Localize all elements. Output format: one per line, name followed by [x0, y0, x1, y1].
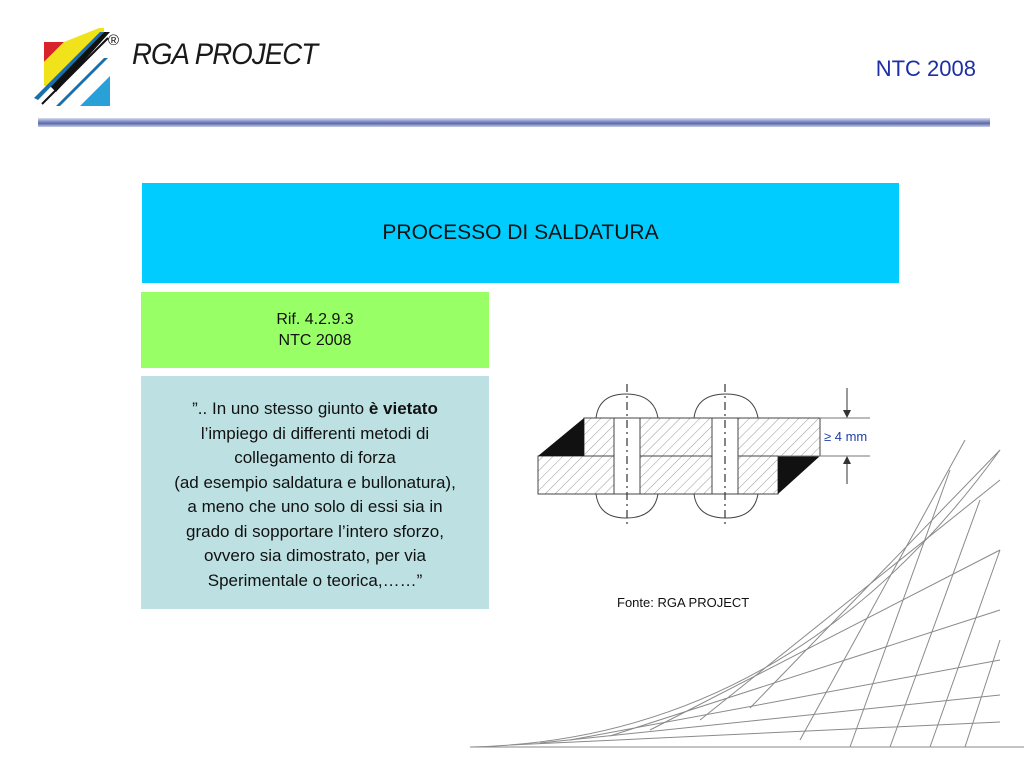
reference-box [141, 292, 489, 368]
source-caption: Fonte: RGA PROJECT [617, 595, 750, 610]
reference-section: Rif. 4.2.9.3 [276, 311, 354, 328]
decorative-grid-lines [460, 440, 1024, 768]
quote-line: l’impiego di differenti metodi di [200, 423, 430, 443]
dimension-label: ≥ 4 mm [824, 429, 868, 444]
quote-line: a meno che uno solo di essi sia in [187, 497, 443, 516]
registered-mark: ® [108, 32, 120, 49]
quote-line: Sperimentale o teorica,……” [207, 570, 423, 590]
slide-title [142, 183, 899, 283]
quote-line: ovvero sia dimostrato, per via [203, 546, 427, 565]
quote-line: grado di sopportare l’intero sforzo, [186, 521, 444, 541]
header-code: NTC 2008 [875, 56, 976, 81]
quote-prefix: ”.. In uno stesso giunto [192, 399, 369, 418]
slide-title-text: PROCESSO DI SALDATURA [382, 221, 659, 244]
quote-line: (ad esempio saldatura e bullonatura), [174, 472, 456, 492]
quote-emphasis: è vietato [368, 399, 438, 418]
reference-standard: NTC 2008 [278, 332, 352, 349]
header-divider [38, 118, 990, 127]
rga-logo-icon [30, 28, 120, 108]
quote-line [141, 397, 489, 422]
quote-box [141, 376, 489, 609]
quote-line: collegamento di forza [234, 448, 396, 467]
brand-name: RGA PROJECT [132, 38, 318, 71]
